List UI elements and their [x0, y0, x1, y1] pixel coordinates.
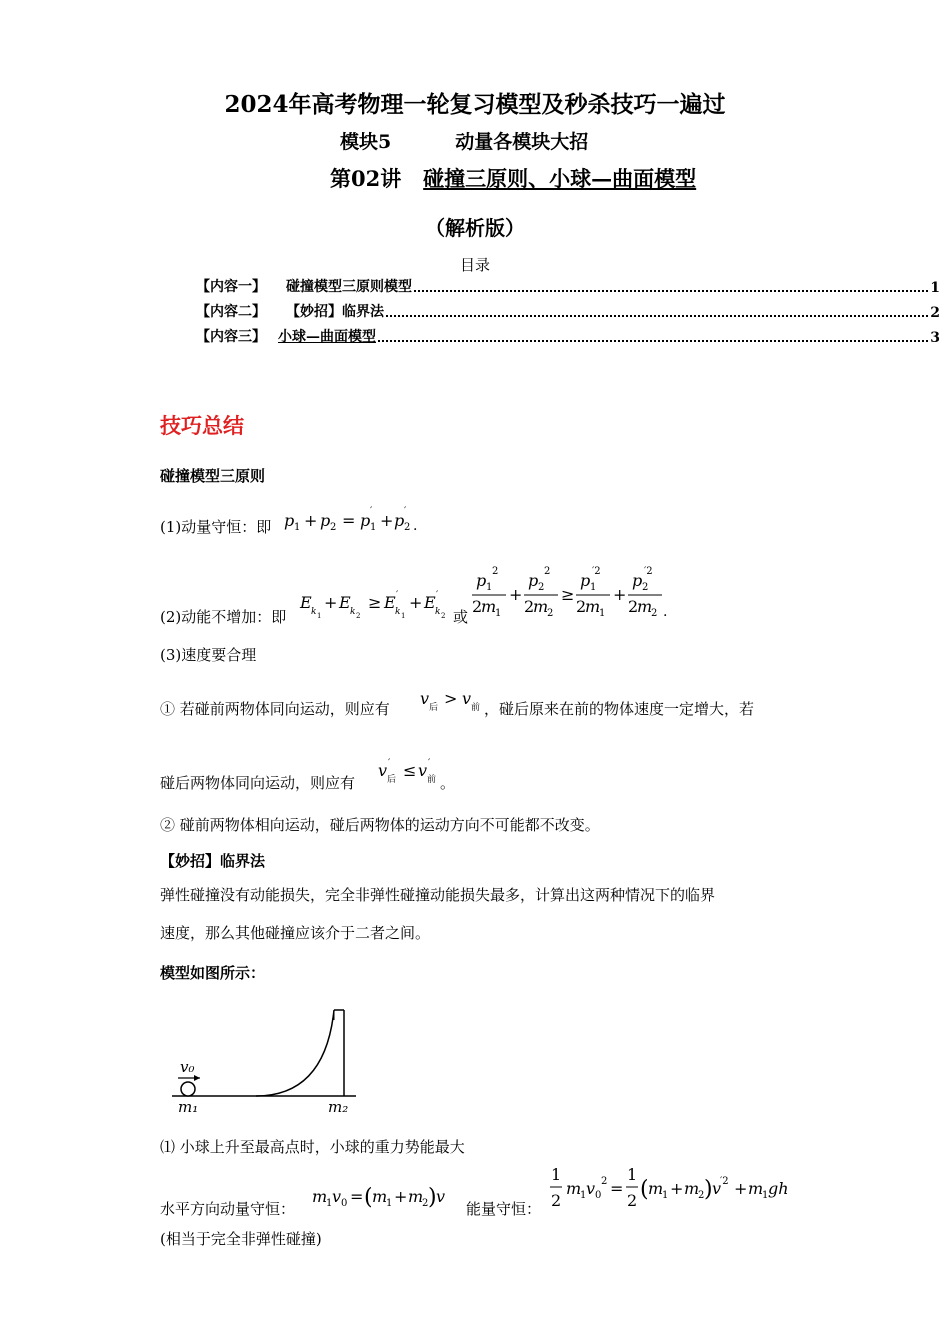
- trick-line-2: 速度，那么其他碰撞应该介于二者之间。: [160, 924, 431, 942]
- model-heading: 模型如图所示：: [160, 964, 266, 982]
- svg-text:(: (: [364, 1185, 373, 1210]
- toc-item[interactable]: [196, 301, 940, 321]
- toc-leader: [386, 315, 928, 317]
- svg-text:2: 2: [330, 522, 337, 533]
- svg-text:(: (: [640, 1177, 649, 1202]
- module-label: 模块5: [340, 131, 392, 153]
- svg-text:1: 1: [294, 522, 301, 533]
- svg-text:1: 1: [599, 608, 606, 619]
- trick-line-1: 弹性碰撞没有动能损失，完全非弹性碰撞动能损失最多，计算出这两种情况下的临界: [160, 886, 716, 904]
- curved-surface: [256, 1010, 334, 1096]
- toc-heading: 目录: [459, 256, 490, 274]
- svg-text:p: p: [476, 571, 487, 590]
- edition-label: （解析版）: [425, 216, 525, 240]
- horizontal-label: 水平方向动量守恒：: [160, 1200, 296, 1218]
- module-line: [340, 127, 588, 154]
- svg-text:): ): [428, 1185, 437, 1210]
- svg-text:p: p: [320, 511, 331, 530]
- svg-text:+: +: [409, 593, 423, 612]
- svg-text:+: +: [509, 585, 523, 604]
- svg-text:k: k: [395, 607, 401, 617]
- svg-text:gh: gh: [768, 1179, 789, 1198]
- svg-text:=: =: [350, 1187, 364, 1206]
- svg-text:.: .: [413, 518, 418, 534]
- svg-text:v: v: [712, 1179, 722, 1198]
- svg-text:+: +: [394, 1187, 408, 1206]
- svg-text:v: v: [436, 1187, 446, 1206]
- svg-text:1: 1: [662, 1190, 669, 1201]
- svg-text:2: 2: [547, 608, 554, 619]
- svg-text:2: 2: [404, 522, 411, 533]
- horizontal-momentum-equation: [310, 1178, 450, 1214]
- svg-text:1: 1: [370, 522, 377, 533]
- toc-text: 碰撞模型三原则模型: [286, 279, 412, 295]
- svg-text:≥: ≥: [368, 593, 382, 612]
- svg-text:m: m: [566, 1179, 582, 1198]
- svg-text:1: 1: [590, 582, 597, 593]
- svg-text:2: 2: [472, 597, 483, 616]
- svg-text:): ): [704, 1177, 713, 1202]
- svg-text:E: E: [424, 593, 436, 612]
- momentum-equation: [280, 502, 420, 536]
- svg-text:1: 1: [401, 612, 406, 620]
- svg-text:m: m: [408, 1187, 424, 1206]
- svg-text:′2: ′2: [720, 1176, 729, 1187]
- toc-tag: 【内容一】: [196, 279, 266, 295]
- svg-text:≥: ≥: [561, 585, 575, 604]
- or-label: 或: [453, 608, 469, 626]
- svg-text:m: m: [684, 1179, 700, 1198]
- svg-text:2: 2: [601, 1176, 608, 1187]
- svg-text:′: ′: [428, 758, 431, 769]
- note-text: (相当于完全非弹性碰撞): [160, 1230, 322, 1248]
- circ-1-text-c: 碰后两物体同向运动，则应有: [160, 774, 356, 792]
- svg-text:2: 2: [642, 582, 649, 593]
- svg-text:+: +: [380, 511, 394, 530]
- energy-label: 能量守恒：: [466, 1200, 542, 1218]
- toc-item[interactable]: [196, 276, 940, 296]
- toc-tag: 【内容二】: [196, 304, 266, 320]
- document-title: 2024年高考物理一轮复习模型及秒杀技巧一遍过: [224, 91, 726, 118]
- svg-text:p: p: [360, 511, 371, 530]
- svg-text:2: 2: [356, 612, 361, 620]
- svg-text:1: 1: [486, 582, 493, 593]
- svg-text:1: 1: [762, 1190, 769, 1201]
- toc-page: 2: [930, 305, 940, 321]
- svg-text:1: 1: [495, 608, 502, 619]
- rule-2-label: (2)动能不增加：即: [160, 608, 287, 626]
- svg-text:前: 前: [471, 703, 481, 713]
- svg-text:2: 2: [627, 1191, 638, 1210]
- case-1-text: ⑴ 小球上升至最高点时，小球的重力势能最大: [160, 1138, 465, 1156]
- svg-text:p: p: [394, 511, 405, 530]
- svg-text:2: 2: [576, 597, 587, 616]
- svg-text:后: 后: [387, 775, 397, 785]
- svg-text:=: =: [342, 511, 356, 530]
- svg-text:1: 1: [580, 1190, 587, 1201]
- toc-text: 小球—曲面模型: [278, 329, 376, 345]
- svg-text:k: k: [350, 607, 356, 617]
- svg-text:m: m: [533, 597, 549, 616]
- toc-text: 【妙招】临界法: [286, 304, 384, 320]
- svg-text:v: v: [420, 689, 430, 708]
- svg-text:′: ′: [396, 590, 399, 601]
- svg-text:2: 2: [628, 597, 639, 616]
- svg-text:E: E: [300, 593, 312, 612]
- svg-text:p: p: [528, 571, 539, 590]
- svg-text:v: v: [378, 761, 388, 780]
- svg-text:v: v: [462, 689, 472, 708]
- svg-text:m: m: [648, 1179, 664, 1198]
- lecture-label: 第02讲: [330, 166, 402, 191]
- toc-leader: [378, 340, 928, 342]
- m1-label: m₁: [178, 1098, 199, 1116]
- svg-text:′2: ′2: [644, 566, 653, 577]
- svg-text:前: 前: [427, 775, 437, 785]
- svg-text:2: 2: [524, 597, 535, 616]
- svg-text:+: +: [324, 593, 338, 612]
- svg-text:2: 2: [551, 1191, 562, 1210]
- svg-text:2: 2: [538, 582, 545, 593]
- circ-1-text-b: ，碰后原来在前的物体速度一定增大，若: [484, 700, 755, 718]
- circ-1-text-a: ① 若碰前两物体同向运动，则应有: [160, 700, 390, 718]
- energy-inequality: [298, 584, 454, 624]
- circ-1-text-d: 。: [440, 774, 456, 792]
- svg-text:m: m: [372, 1187, 388, 1206]
- svg-text:v: v: [332, 1187, 342, 1206]
- svg-text:>: >: [444, 689, 458, 708]
- svg-text:E: E: [339, 593, 351, 612]
- svg-text:m: m: [748, 1179, 764, 1198]
- energy-conservation-equation: [548, 1162, 794, 1218]
- svg-text:2: 2: [422, 1198, 429, 1209]
- svg-text:′: ′: [404, 506, 407, 517]
- svg-text:0: 0: [595, 1190, 602, 1201]
- subheading: 碰撞模型三原则: [160, 467, 266, 485]
- svg-text:后: 后: [429, 703, 439, 713]
- svg-text:v: v: [586, 1179, 596, 1198]
- svg-text:m: m: [481, 597, 497, 616]
- svg-text:k: k: [311, 607, 317, 617]
- svg-text:1: 1: [326, 1198, 333, 1209]
- svg-text:m: m: [585, 597, 601, 616]
- svg-text:′: ′: [436, 590, 439, 601]
- svg-text:0: 0: [341, 1198, 348, 1209]
- svg-text:1: 1: [551, 1165, 562, 1184]
- svg-text:+: +: [304, 511, 318, 530]
- svg-text:p: p: [284, 511, 295, 530]
- toc-item[interactable]: [196, 326, 940, 346]
- svg-text:v: v: [418, 761, 428, 780]
- svg-text:2: 2: [441, 612, 446, 620]
- svg-text:E: E: [384, 593, 396, 612]
- module-name: 动量各模块大招: [455, 131, 589, 153]
- energy-fraction-inequality: [470, 562, 670, 624]
- svg-text:′2: ′2: [592, 566, 601, 577]
- svg-text:1: 1: [627, 1165, 638, 1184]
- svg-text:+: +: [734, 1179, 748, 1198]
- rule-1-label: (1)动量守恒：即: [160, 518, 272, 536]
- svg-text:1: 1: [317, 612, 322, 620]
- svg-text:′: ′: [370, 506, 373, 517]
- svg-text:2: 2: [492, 566, 499, 577]
- toc-leader: [414, 290, 928, 292]
- svg-text:k: k: [435, 607, 441, 617]
- svg-text:m: m: [312, 1187, 328, 1206]
- svg-text:2: 2: [544, 566, 551, 577]
- svg-text:+: +: [613, 585, 627, 604]
- svg-text:1: 1: [386, 1198, 393, 1209]
- circ-2-text: ② 碰前两物体相向运动，碰后两物体的运动方向不可能都不改变。: [160, 816, 600, 834]
- toc-tag: 【内容三】: [196, 329, 266, 345]
- svg-text:=: =: [610, 1179, 624, 1198]
- section-heading: 技巧总结: [160, 413, 244, 438]
- svg-text:p: p: [632, 571, 643, 590]
- toc-page: 1: [930, 280, 940, 296]
- svg-text:≤: ≤: [403, 761, 417, 780]
- velocity-inequality-1: [418, 686, 486, 716]
- svg-text:+: +: [670, 1179, 684, 1198]
- svg-text:p: p: [580, 571, 591, 590]
- toc-page: 3: [930, 330, 940, 346]
- svg-text:2: 2: [698, 1190, 705, 1201]
- rule-3-label: (3)速度要合理: [160, 646, 257, 664]
- svg-text:′: ′: [388, 758, 391, 769]
- svg-text:m: m: [637, 597, 653, 616]
- ball-curve-figure: [160, 1000, 380, 1120]
- lecture-name: 碰撞三原则、小球—曲面模型: [423, 166, 697, 191]
- trick-heading: 【妙招】临界法: [160, 852, 266, 870]
- svg-text:2: 2: [651, 608, 658, 619]
- velocity-inequality-2: [376, 758, 438, 788]
- ball: [181, 1082, 195, 1096]
- m2-label: m₂: [328, 1098, 349, 1116]
- v0-label: v₀: [180, 1058, 195, 1076]
- svg-text:.: .: [663, 604, 668, 620]
- lecture-line: [330, 163, 696, 193]
